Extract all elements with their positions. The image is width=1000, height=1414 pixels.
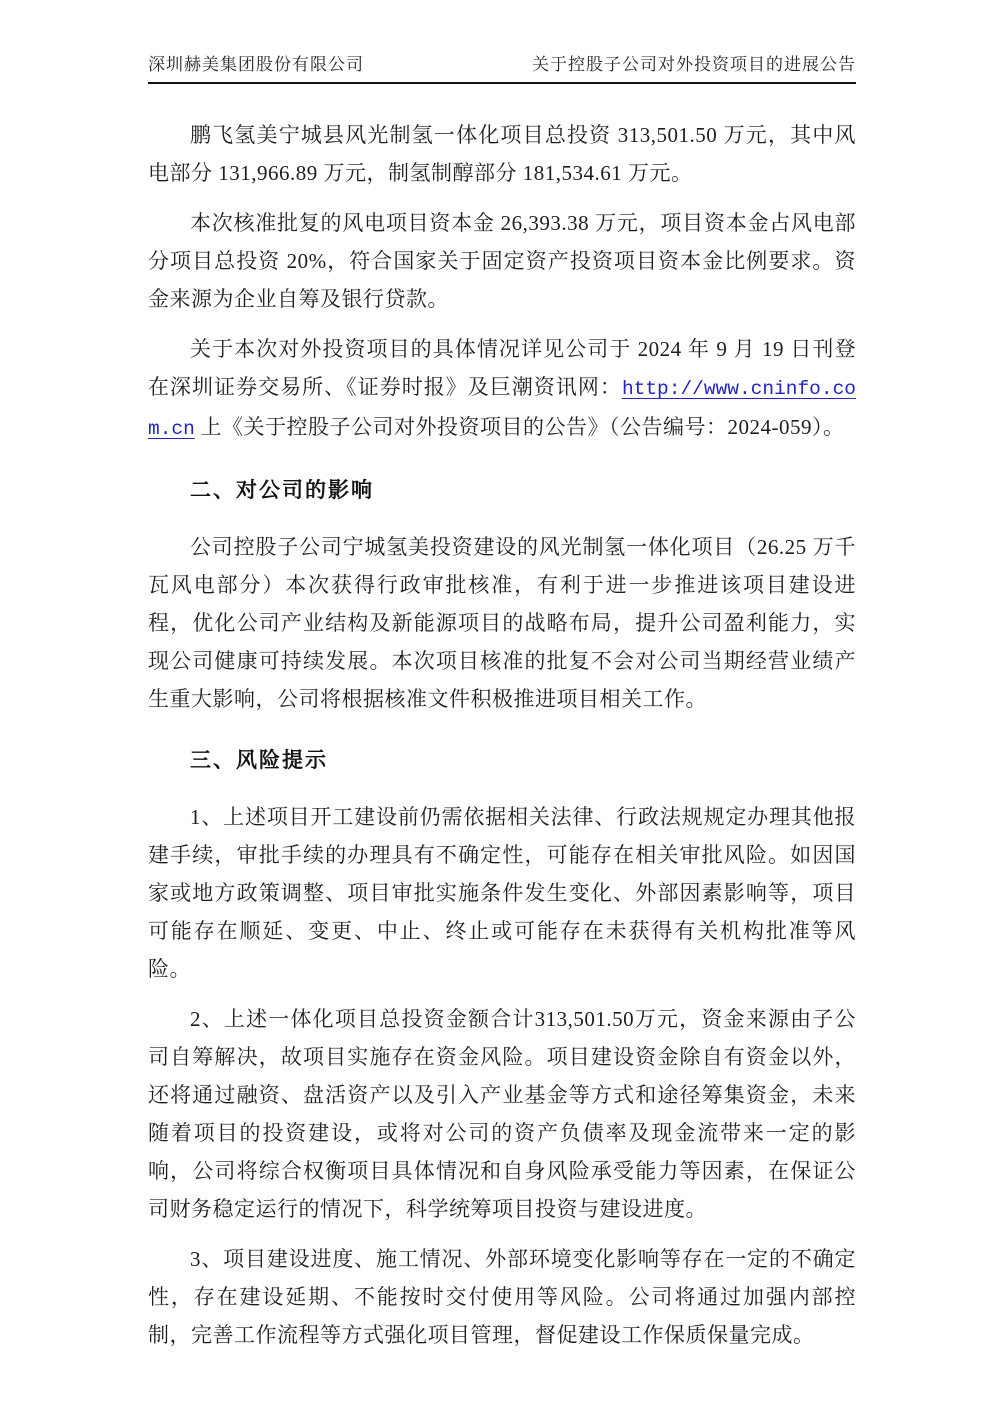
body-paragraph: 公司控股子公司宁城氢美投资建设的风光制氢一体化项目（26.25 万千瓦风电部分）本次获得行政审批核准，有利于进一步推进该项目建设进程，优化公司产业结构及新能源项目的战略布局，提升公司盈利能力，实现公司健康可持续发展。本次项目核准的批复不会对公司当期经营业绩产生重大影响，公司将根据核准文件积极推进项目相关工作。 bbox=[148, 535, 856, 711]
body-paragraph: 鹏飞氢美宁城县风光制氢一体化项目总投资 313,501.50 万元，其中风电部分 131,966.89 万元，制氢制醇部分 181,534.61 万元。 bbox=[148, 123, 856, 185]
section-heading: 三、风险提示 bbox=[190, 749, 328, 772]
section-heading: 二、对公司的影响 bbox=[190, 479, 374, 502]
body-paragraph: 关于本次对外投资项目的具体情况详见公司于 2024 年 9 月 19 日刊登在深圳证券交易所、《证券时报》及巨潮资讯网：http://www.cninfo.com.cn 上《关于控股子公司对外投资项目的公告》（公告编号：2024-059）。 bbox=[148, 337, 856, 440]
page-header bbox=[148, 54, 856, 84]
header-company-name: 深圳赫美集团股份有限公司 bbox=[148, 55, 364, 74]
cninfo-website-link[interactable]: http://www.cninfo.com.cn bbox=[148, 378, 856, 440]
document-body bbox=[148, 84, 856, 1354]
body-paragraph: 1、上述项目开工建设前仍需依据相关法律、行政法规规定办理其他报建手续，审批手续的办理具有不确定性，可能存在相关审批风险。如因国家或地方政策调整、项目审批实施条件发生变化、外部因素影响等，项目可能存在顺延、变更、中止、终止或可能存在未获得有关机构批准等风险。 bbox=[148, 805, 856, 981]
header-document-title: 关于控股子公司对外投资项目的进展公告 bbox=[532, 55, 856, 74]
body-paragraph: 本次核准批复的风电项目资本金 26,393.38 万元，项目资本金占风电部分项目总投资 20%，符合国家关于固定资产投资项目资本金比例要求。资金来源为企业自筹及银行贷款。 bbox=[148, 211, 856, 311]
body-paragraph: 2、上述一体化项目总投资金额合计313,501.50万元，资金来源由子公司自筹解决，故项目实施存在资金风险。项目建设资金除自有资金以外，还将通过融资、盘活资产以及引入产业基金等方式和途径筹集资金，未来随着项目的投资建设，或将对公司的资产负债率及现金流带来一定的影响，公司将综合权衡项目具体情况和自身风险承受能力等因素，在保证公司财务稳定运行的情况下，科学统筹项目投资与建设进度。 bbox=[148, 1007, 856, 1221]
body-paragraph: 3、项目建设进度、施工情况、外部环境变化影响等存在一定的不确定性，存在建设延期、不能按时交付使用等风险。公司将通过加强内部控制，完善工作流程等方式强化项目管理，督促建设工作保质保量完成。 bbox=[148, 1247, 856, 1347]
